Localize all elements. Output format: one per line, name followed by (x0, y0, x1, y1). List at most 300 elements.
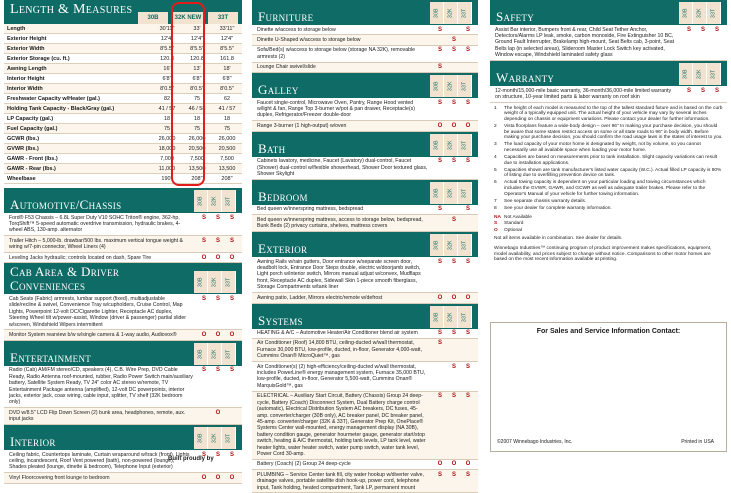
availability-marks (433, 27, 475, 33)
footnote (494, 180, 723, 197)
feature-text: Bed queen w/innerspring mattress, bedspread (257, 206, 364, 213)
spec-value: 18' (223, 66, 231, 72)
availability-marks (433, 340, 475, 359)
availability-mark: S (437, 26, 442, 33)
feature-item (252, 392, 478, 460)
spec-value: 6'8" (162, 76, 172, 82)
availability-mark: S (201, 214, 206, 221)
feature-item (252, 470, 478, 493)
spec-value: 46 / 58 (188, 106, 206, 112)
model-column-label: 32K (693, 2, 707, 24)
section-title: Exterior (258, 241, 308, 257)
spec-value: 13,500 (188, 166, 206, 172)
spec-col-30b: 30B (138, 12, 168, 24)
availability-mark: O (215, 331, 221, 338)
availability-mark: S (465, 47, 470, 54)
section-title: Systems (258, 312, 303, 328)
footnote-text: Actual towing capacity is dependent on your particular loading and towing circumstances which includes the GVWR, GAWR, and GCWR as well as adequate trailer brakes. Please refer to the Operator's Manual of your vehicle for further towing information. (504, 180, 706, 197)
feature-text: DVD w/8.5" LCD Flip Down Screen (2) bunk area, headphones, remote, aux. input jacks (9, 409, 186, 423)
feature-text: Faucet single-control, Microwave Oven, Pantry, Range Hood vented w/light & fan, Range Top 3-burner w/pot & pan drawer, Receptacle(s) duplex, Refrigerator/Freezer double-door (257, 99, 415, 119)
availability-mark: S (201, 367, 206, 374)
feature-text: Sofa/Bed(s) w/access to storage below (storage NA 32K), removable armrests (2) (257, 47, 416, 60)
availability-marks (433, 158, 475, 177)
model-columns (679, 2, 721, 24)
model-column-label: 33T (458, 306, 472, 328)
model-column-label: 30B (194, 427, 208, 449)
availability-marks (197, 238, 239, 251)
footnote-text: The load capacity of your motor home is designated by weight, not by volume, so you cannot necessarily use all available space when loading your motor home. (504, 142, 701, 153)
spec-value: 8'0.5" (220, 86, 234, 92)
availability-mark: O (201, 254, 207, 261)
features-column-3 (490, 0, 727, 469)
spec-value: 41 / 57 (158, 106, 176, 112)
footnote-number: 6 (494, 180, 497, 186)
availability-mark: S (437, 393, 442, 400)
spec-label: Exterior Storage (cu. ft.) (7, 56, 70, 62)
spec-label: GAWR - Front (lbs.) (7, 156, 58, 162)
availability-mark: O (229, 254, 235, 261)
model-column-label: 33T (458, 134, 472, 156)
feature-item (252, 25, 478, 35)
availability-mark (461, 217, 475, 230)
spec-col-33t: 33T (208, 12, 238, 24)
feature-item (4, 294, 242, 330)
spec-label: GCWR (lbs.) (7, 136, 40, 142)
model-columns (194, 343, 236, 365)
spec-table (4, 24, 242, 184)
section-header (252, 73, 478, 98)
spec-value: 26,000 (188, 136, 206, 142)
model-column-label: 33T (222, 190, 236, 212)
availability-marks (433, 100, 475, 119)
spec-value: 20,500 (188, 146, 206, 152)
model-column-label: 33T (458, 234, 472, 256)
spec-value: 120.8 (190, 56, 204, 62)
availability-mark: O (229, 331, 235, 338)
footnote-number: 1 (494, 105, 497, 111)
spec-value: 6'8" (192, 76, 202, 82)
spec-column (4, 0, 242, 481)
feature-text: Ceiling fabric, Countertops laminate, Curtain wraparound w/track (front), Lights ceiling, incandescent, Roof Vent powered (bath), non-powered (lounge), Shades pleated (lounge, dinette & bedroom), Telephone Input (exterior) (9, 451, 190, 471)
availability-mark: O (215, 254, 221, 261)
availability-mark: S (451, 363, 456, 370)
availability-mark: S (229, 451, 234, 458)
availability-mark: S (451, 36, 456, 43)
feature-text: Radio (Cab) AM/FM stereo/CD, speakers (4), C.B. Wire Prep, DVD Cable Ready, Radio Antenna roof-mounted, rubber, Radio Power Switch main/auxiliary battery, Satellite System Ready, TV 24" color AC stereo w/remote, TV Entertainment Package antenna (amplified), 12-volt DC powerpoints, interior jacks, exterior jack, coax wiring, cable input, splitter, TV shelf (32K bedroom only) (9, 367, 193, 406)
feature-item (4, 408, 242, 425)
model-columns (430, 234, 472, 256)
availability-mark (433, 217, 447, 230)
availability-mark: S (451, 216, 456, 223)
footnote-number: 2 (494, 124, 497, 130)
availability-marks (433, 206, 475, 212)
spec-label: Exterior Width (7, 46, 45, 52)
feature-text: Vinyl Floorcovering front lounge to bedroom (9, 474, 110, 481)
section-header (252, 304, 478, 329)
availability-mark: S (437, 99, 442, 106)
section-title: Bath (258, 140, 286, 156)
availability-mark: S (700, 26, 705, 33)
contact-box (490, 322, 727, 452)
feature-item (252, 257, 478, 293)
spec-label: Exterior Height (7, 36, 47, 42)
availability-marks (433, 461, 475, 467)
model-column-label: 30B (679, 2, 693, 24)
highlight-circle (171, 2, 205, 186)
availability-marks (433, 123, 475, 129)
spec-value: 18 (163, 116, 171, 122)
spec-row (4, 174, 242, 184)
availability-mark (461, 340, 475, 359)
availability-mark: S (437, 258, 442, 265)
availability-mark: O (201, 331, 207, 338)
spec-value: 12'4" (160, 36, 174, 42)
availability-mark (447, 64, 461, 70)
spec-value: 8'5.5" (220, 46, 234, 52)
availability-mark (461, 37, 475, 43)
spec-value: 8'0.5" (190, 86, 204, 92)
built-by: Built proudly by (168, 456, 214, 462)
availability-marks (433, 472, 475, 491)
availability-marks (433, 64, 475, 70)
availability-marks (433, 330, 475, 336)
availability-mark (433, 364, 447, 390)
availability-mark: S (215, 237, 220, 244)
model-column-label: 33T (222, 343, 236, 365)
section-title: Safety (496, 9, 535, 24)
feature-item (4, 366, 242, 408)
availability-marks (433, 393, 475, 457)
spec-row (4, 24, 242, 34)
availability-mark: O (437, 461, 443, 468)
availability-mark (461, 64, 475, 70)
availability-mark: S (451, 158, 456, 165)
copyright: ©2007 Winnebago Industries, Inc. (497, 439, 573, 445)
feature-item (252, 46, 478, 63)
spec-value: 12'4" (220, 36, 234, 42)
footnote-text: Vista floorplans feature a wide-body design – over 96" In making your purchase decision, you should be aware that some states restrict access on some or all state roads to 96" in body width. Before making your purchase decision, you should confirm the road usage laws in the states of interest to you. (504, 124, 723, 141)
column-3-sections (490, 0, 727, 265)
availability-mark (197, 410, 211, 423)
spec-value: 26,000 (158, 136, 176, 142)
model-column-label: 33T (222, 271, 236, 293)
model-columns (430, 134, 472, 156)
model-column-label: 30B (430, 2, 444, 24)
section-header (4, 341, 242, 366)
availability-mark: S (201, 451, 206, 458)
footnote (494, 155, 723, 166)
model-column-label: 30B (430, 134, 444, 156)
availability-mark: S (201, 237, 206, 244)
availability-mark (447, 27, 461, 33)
section-title: Entertainment (10, 349, 92, 365)
availability-mark: S (714, 87, 719, 94)
spec-value: 208" (221, 176, 233, 182)
availability-mark: S (215, 451, 220, 458)
spec-row (4, 124, 242, 134)
availability-mark: S (229, 295, 234, 302)
spec-value: 20,500 (218, 146, 236, 152)
section-header (252, 180, 478, 205)
model-columns (194, 190, 236, 212)
section-header (490, 0, 727, 25)
section-title: Warranty (496, 70, 555, 86)
spec-value: 18,000 (158, 146, 176, 152)
legend-text: Not Available (504, 214, 532, 220)
availability-mark: S (215, 214, 220, 221)
footnote-number: 4 (494, 155, 497, 161)
availability-marks (682, 88, 724, 101)
spec-label: Length (7, 26, 26, 32)
availability-marks (197, 367, 239, 405)
feature-text: Cab Seats (Fabric) armrests, lumbar support (fixed), multiadjustable slide/recline & swivel, Convenience Tray w/cupholders, Cruise Control, Map Lights, Powerpoint 12-volt DC/Cigarette Lighter, Receptacle AC duplex, Steering Wheel tilt w/power-assist, Window (driver & passenger) partial slider w/screen, Windshield Wipers intermittent (9, 295, 187, 328)
spec-value: 16' (163, 66, 171, 72)
spec-row (4, 154, 242, 164)
model-column-label: 33T (458, 182, 472, 204)
availability-mark: S (215, 367, 220, 374)
availability-marks (433, 364, 475, 390)
section-title: Interior (10, 434, 56, 450)
availability-mark (433, 37, 447, 43)
section-title: Bedroom (258, 188, 308, 204)
availability-mark: O (201, 474, 207, 481)
feature-text: Cabinets lavatory, medicine, Faucet (Lavatory) dual-control, Faucet (Shower) dual-control w/flexible showerhead, Shower Door textured glass, Shower Skylight (257, 158, 428, 177)
section-header (4, 188, 242, 213)
spec-label: Awning Length (7, 66, 47, 72)
availability-mark (447, 206, 461, 212)
availability-marks (197, 215, 239, 234)
footnotes (490, 103, 727, 215)
model-column-label: 33T (458, 2, 472, 24)
feature-text: Range 3-burner (1 high-output) w/oven (257, 122, 347, 129)
feature-text: Leveling Jacks hydraulic; controls located on dash, Spare Tire (9, 254, 152, 261)
spec-label: LP Capacity (gal.) (7, 116, 54, 122)
legend-text: Optional (504, 227, 522, 233)
spec-value: 11,000 (158, 166, 176, 172)
model-column-label: 32K (444, 134, 458, 156)
section-header (252, 0, 478, 25)
spec-value: 7,500 (220, 156, 234, 162)
spec-value: 8'5.5" (190, 46, 204, 52)
spec-value: 18 (193, 116, 201, 122)
availability-mark: S (465, 158, 470, 165)
column-2-sections (252, 0, 478, 493)
model-column-label: 32K (444, 75, 458, 97)
legend-symbol: NA (494, 214, 501, 220)
availability-marks (197, 296, 239, 328)
feature-item (252, 339, 478, 362)
footnote (494, 142, 723, 153)
spec-value: 8'0.5" (160, 86, 174, 92)
column-1-sections (4, 188, 242, 484)
feature-item (252, 35, 478, 45)
availability-mark: S (229, 367, 234, 374)
feature-text: Bed queen w/innerspring mattress, access to storage below, bedspread, Bunk Beds (2) privacy curtains, shelves, mattress covers (257, 216, 423, 230)
model-column-label: 30B (194, 271, 208, 293)
model-columns (194, 271, 236, 293)
availability-mark: O (451, 461, 457, 468)
feature-text: 12-month/15,000-mile basic warranty, 36-month/36,000-mile limited warranty on structure, 10-year limited parts & labor warranty on roof skin (495, 87, 672, 100)
availability-mark: S (437, 47, 442, 54)
model-column-label: 30B (194, 190, 208, 212)
spec-row (4, 94, 242, 104)
footnote (494, 199, 723, 205)
spec-value: 7,000 (160, 156, 174, 162)
printed-in: Printed in USA (681, 439, 714, 445)
model-column-label: 32K (693, 63, 707, 85)
model-column-label: 32K (444, 234, 458, 256)
availability-marks (433, 47, 475, 60)
availability-mark: S (451, 393, 456, 400)
spec-row (4, 34, 242, 44)
availability-mark: O (465, 122, 471, 129)
availability-mark: S (465, 363, 470, 370)
spec-label: Interior Height (7, 76, 45, 82)
availability-mark: S (465, 330, 470, 337)
section-title: Automotive/Chassis (10, 197, 122, 212)
footnote-text: Capacities are based on measurements prior to tank installation. Slight capacity variations can result due to installation applications. (504, 155, 718, 166)
availability-mark: S (229, 237, 234, 244)
spec-row (4, 144, 242, 154)
availability-mark: S (451, 258, 456, 265)
spec-row (4, 104, 242, 114)
availability-mark: S (714, 26, 719, 33)
feature-item (4, 236, 242, 253)
availability-marks (682, 27, 724, 59)
spec-label: Freshwater Capacity w/Heater (gal.) (7, 96, 100, 102)
availability-marks (433, 217, 475, 230)
availability-mark: S (215, 295, 220, 302)
spec-value: 13' (193, 66, 201, 72)
availability-mark: S (437, 340, 442, 347)
footnote-text: Capacities shown are tank manufacturer's listed water capacity (W.C.). Actual filled LP capacity is 80% of listing due to overfilling prevention device on tank. (504, 167, 722, 179)
model-column-label: 32K (208, 271, 222, 293)
model-column-label: 32K (208, 190, 222, 212)
spec-row (4, 74, 242, 84)
availability-mark: S (465, 99, 470, 106)
feature-item (490, 86, 727, 103)
spec-label: Holding Tank Capacity - Black/Gray (gal.) (7, 106, 115, 112)
feature-text: Battery (Coach) (2) Group 24 deep-cycle (257, 461, 351, 468)
spec-value: 62 (223, 96, 231, 102)
footnote (494, 106, 723, 123)
availability-note: Not all items available in combination. See dealer for details. (494, 236, 623, 242)
footnote (494, 124, 723, 141)
spec-row (4, 134, 242, 144)
feature-item (4, 473, 242, 483)
model-columns (430, 75, 472, 97)
feature-item (252, 215, 478, 232)
feature-text: Awning patio, Ladder, Mirrors electric/remote w/defrost (257, 294, 383, 301)
section-header (490, 61, 727, 86)
section-title: Galley (258, 82, 299, 98)
model-column-label: 33T (707, 63, 721, 85)
spec-value: 190" (161, 176, 173, 182)
spec-label: GVWR (lbs.) (7, 146, 39, 152)
feature-text: Ford® F53 Chassis – 6.8L Super Duty V10 SOHC Triton® engine, 362-hp, TorqShift™ 5-speed automatic overdrive transmission, hydraulic brakes, 4-wheel ABS, 130-amp. alternator (9, 214, 181, 234)
spec-label: GAWR - Rear (lbs.) (7, 166, 56, 172)
availability-mark: S (201, 295, 206, 302)
section-header (4, 263, 242, 294)
spec-value: 7,500 (190, 156, 204, 162)
spec-col-32k: 32K NEW (173, 12, 203, 24)
availability-mark: S (465, 206, 470, 213)
disclaimer-note: Winnebago Industries™ continuing program of product improvement makes specifications, equipment, model availability, and prices subject to change without notice. Comparisons to other motor homes are based on the most recent information available at printing. (494, 246, 712, 263)
spec-value: 41 / 57 (218, 106, 236, 112)
feature-item (252, 362, 478, 392)
feature-item (252, 205, 478, 215)
feature-text: Lounge Chair swivel/slide (257, 64, 316, 71)
feature-item (252, 63, 478, 73)
spec-row (4, 84, 242, 94)
footnote-text: See separate chassis warranty details. (504, 198, 587, 204)
spec-label: Interior Width (7, 86, 43, 92)
availability-mark: S (229, 214, 234, 221)
availability-mark: S (437, 158, 442, 165)
feature-text: Assist Bar interior, Bumpers front & rear, Child Seat Tether Anchor, Detectors/Alarms LP leak, smoke, carbon monoxide, Fire Extinguisher 10 BC, Ground Fault Interrupter, Brakelamp high-mount, Seat Belts cab, 3-point, Seat Belts lap (in selected areas), Slideroom Master Lock Switch key activated, Window escape, Windshield laminated safety glass (495, 26, 675, 59)
model-column-label: 30B (679, 63, 693, 85)
availability-marks (433, 295, 475, 301)
feature-text: Air Conditioner (Roof) 14,800 BTU, ceiling-ducted w/wall thermostat, Furnace 30,000 BTU, low-profile, ducted, in-floor, Generator 4,000-watt, Cummins Onan® MicroQuiet™, gas (257, 340, 422, 360)
feature-text: Dinette w/access to storage below (257, 26, 336, 33)
section-title: Furniture (258, 9, 314, 24)
feature-text: Monitor System rearview b/w w/single camera & 1-way audio, Audiovox® (9, 331, 177, 338)
availability-mark: O (215, 409, 221, 416)
spec-value: 26,000 (218, 136, 236, 142)
spec-value: 6'8" (222, 76, 232, 82)
footnote-number: 7 (494, 198, 497, 204)
availability-mark: O (437, 122, 443, 129)
spec-value: 161.8 (220, 56, 234, 62)
footnote-text: The height of each model is measured to the top of the tallest standard fixture and is based on the curb weight of a typically equipped unit. The actual height of your vehicle may vary by several inches depending on chassis or equipment variations. Please contact your dealer for further information. (504, 105, 723, 123)
section-title: Cab Area & Driver Conveniences (10, 264, 120, 294)
feature-item (4, 330, 242, 340)
section-header (252, 132, 478, 157)
feature-item (252, 293, 478, 303)
availability-mark: O (465, 294, 471, 301)
section-header (252, 232, 478, 257)
feature-item (252, 329, 478, 339)
availability-marks (197, 410, 239, 423)
model-column-label: 32K (208, 427, 222, 449)
spec-title: Length & Measures (10, 2, 133, 17)
feature-text: Awning Rails w/rain gutters, Door entrance w/separate screen door, deadbolt lock, Entrance Door Steps double, electric w/doorjamb switch, Light porch w/interior switch, Mirrors manual adjust w/convex, Mudflaps front, Receptacle AC duplex, Sidewall Skin 1-piece smooth fiberglass, Storage Compartments w/tank liner (257, 258, 421, 291)
model-column-label: 33T (222, 427, 236, 449)
footnote (494, 168, 723, 179)
feature-item (252, 157, 478, 180)
footnote-number: 3 (494, 142, 497, 148)
feature-text: HEATING & A/C – Automotive Heater/Air Conditioner blend air system (257, 330, 418, 337)
feature-item (252, 460, 478, 470)
availability-mark: S (451, 47, 456, 54)
availability-mark: O (437, 294, 443, 301)
legend-text: Standard (504, 221, 524, 227)
availability-mark (225, 410, 239, 423)
availability-mark: S (465, 26, 470, 33)
section-header (4, 425, 242, 450)
spec-label: Fuel Capacity (gal.) (7, 126, 58, 132)
spec-value: 18 (223, 116, 231, 122)
availability-marks (197, 332, 239, 338)
features-column-2 (252, 0, 478, 491)
spec-value: 8'5.5" (160, 46, 174, 52)
feature-item (490, 25, 727, 61)
availability-mark: S (686, 87, 691, 94)
footnote-number: 8 (494, 205, 497, 211)
model-column-label: 30B (430, 182, 444, 204)
availability-marks (433, 259, 475, 291)
spec-value: 75 (163, 126, 171, 132)
